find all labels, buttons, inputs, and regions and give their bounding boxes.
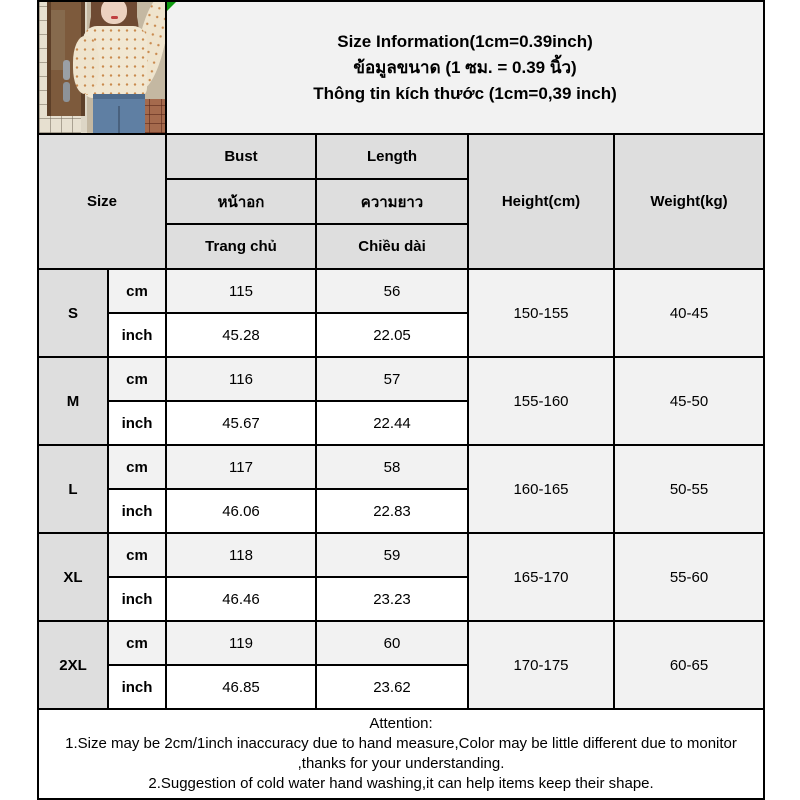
length-header-th: ความยาว xyxy=(316,179,468,224)
table-row xyxy=(38,445,764,489)
length-inch-value: 22.05 xyxy=(316,313,468,357)
size-label-xl: XL xyxy=(38,533,108,621)
bust-cm-value: 118 xyxy=(166,533,316,577)
bust-header-en: Bust xyxy=(166,134,316,179)
length-cm-value: 57 xyxy=(316,357,468,401)
weight-range-value: 40-45 xyxy=(614,269,764,357)
bust-inch-value: 45.67 xyxy=(166,401,316,445)
unit-cm-label: cm xyxy=(108,357,166,401)
bust-header-vi: Trang chủ xyxy=(166,224,316,269)
length-cm-value: 59 xyxy=(316,533,468,577)
bust-inch-value: 45.28 xyxy=(166,313,316,357)
weight-range-value: 45-50 xyxy=(614,357,764,445)
table-row xyxy=(38,533,764,577)
length-inch-value: 22.44 xyxy=(316,401,468,445)
size-label-m: M xyxy=(38,357,108,445)
column-header-row-en xyxy=(38,134,764,179)
length-inch-value: 23.62 xyxy=(316,665,468,709)
attention-note-1: 1.Size may be 2cm/1inch inaccuracy due to hand measure,Color may be little different due to monitor ,thanks for your understanding. xyxy=(65,735,737,772)
title-english: Size Information(1cm=0.39inch) xyxy=(337,31,593,51)
weight-range-value: 55-60 xyxy=(614,533,764,621)
size-column-header: Size xyxy=(38,134,166,269)
unit-inch-label: inch xyxy=(108,489,166,533)
bust-inch-value: 46.85 xyxy=(166,665,316,709)
bust-header-th: หน้าอก xyxy=(166,179,316,224)
attention-note-2: 2.Suggestion of cold water hand washing,it can help items keep their shape. xyxy=(148,775,654,792)
size-chart-sheet xyxy=(37,0,763,800)
cell-flag-triangle-icon xyxy=(167,2,176,11)
model-face xyxy=(101,2,127,24)
height-range-value: 170-175 xyxy=(468,621,614,709)
size-label-2xl: 2XL xyxy=(38,621,108,709)
title-thai: ข้อมูลขนาด (1 ซม. = 0.39 นิ้ว) xyxy=(353,57,577,77)
jeans-waistband xyxy=(93,94,145,99)
length-cm-value: 58 xyxy=(316,445,468,489)
blouse-left-sleeve xyxy=(73,36,99,94)
bust-inch-value: 46.06 xyxy=(166,489,316,533)
height-range-value: 160-165 xyxy=(468,445,614,533)
length-header-en: Length xyxy=(316,134,468,179)
bust-cm-value: 116 xyxy=(166,357,316,401)
unit-inch-label: inch xyxy=(108,313,166,357)
unit-cm-label: cm xyxy=(108,533,166,577)
unit-cm-label: cm xyxy=(108,269,166,313)
size-info-title-cell xyxy=(166,1,764,134)
header-banner-row xyxy=(38,1,764,134)
unit-inch-label: inch xyxy=(108,577,166,621)
weight-range-value: 60-65 xyxy=(614,621,764,709)
bust-cm-value: 115 xyxy=(166,269,316,313)
length-cm-value: 60 xyxy=(316,621,468,665)
height-range-value: 150-155 xyxy=(468,269,614,357)
length-cm-value: 56 xyxy=(316,269,468,313)
height-range-value: 165-170 xyxy=(468,533,614,621)
attention-row xyxy=(38,709,764,799)
attention-heading: Attention: xyxy=(369,715,433,732)
size-table xyxy=(37,0,765,800)
title-vietnamese: Thông tin kích thước (1cm=0,39 inch) xyxy=(313,83,617,103)
size-label-s: S xyxy=(38,269,108,357)
length-inch-value: 23.23 xyxy=(316,577,468,621)
product-photo xyxy=(39,2,165,133)
jeans-seam xyxy=(118,106,120,133)
size-label-l: L xyxy=(38,445,108,533)
model-lips xyxy=(111,16,118,19)
length-header-vi: Chiều dài xyxy=(316,224,468,269)
unit-cm-label: cm xyxy=(108,445,166,489)
table-row xyxy=(38,269,764,313)
weight-range-value: 50-55 xyxy=(614,445,764,533)
unit-inch-label: inch xyxy=(108,665,166,709)
product-photo-cell xyxy=(38,1,166,134)
bust-inch-value: 46.46 xyxy=(166,577,316,621)
table-row xyxy=(38,621,764,665)
door-handle xyxy=(63,60,70,80)
height-range-value: 155-160 xyxy=(468,357,614,445)
weight-column-header: Weight(kg) xyxy=(614,134,764,269)
unit-cm-label: cm xyxy=(108,621,166,665)
bust-cm-value: 117 xyxy=(166,445,316,489)
table-row xyxy=(38,357,764,401)
height-column-header: Height(cm) xyxy=(468,134,614,269)
bust-cm-value: 119 xyxy=(166,621,316,665)
attention-note xyxy=(38,709,764,799)
unit-inch-label: inch xyxy=(108,401,166,445)
length-inch-value: 22.83 xyxy=(316,489,468,533)
